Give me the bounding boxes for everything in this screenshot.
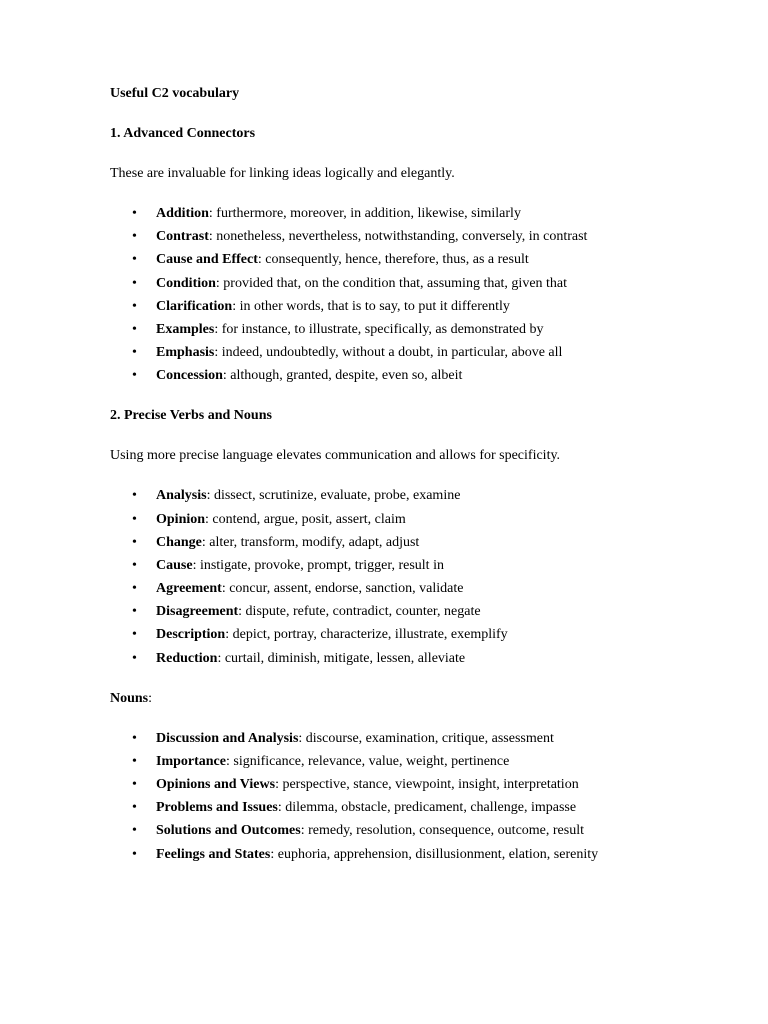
item-term: Cause and Effect xyxy=(156,252,258,268)
bullet-icon: • xyxy=(132,730,137,746)
list-item xyxy=(110,845,710,865)
item-text: : consequently, hence, therefore, thus, as a result xyxy=(257,252,529,268)
bullet-icon: • xyxy=(132,846,137,862)
nouns-label: Nouns xyxy=(110,690,149,706)
document-page xyxy=(110,84,710,885)
item-text: : dilemma, obstacle, predicament, challenge, impasse xyxy=(277,800,577,816)
bullet-icon: • xyxy=(132,229,137,245)
bullet-icon: • xyxy=(132,534,137,550)
list-item xyxy=(110,798,710,821)
item-term: Agreement xyxy=(156,581,222,597)
section-heading-verbs-nouns: 2. Precise Verbs and Nouns xyxy=(110,408,272,424)
item-term: Disagreement xyxy=(156,604,239,620)
bullet-icon: • xyxy=(132,777,137,792)
item-text: : furthermore, moreover, in addition, likewise, similarly xyxy=(208,206,521,221)
item-text: : concur, assent, endorse, sanction, validate xyxy=(221,581,464,597)
bullet-icon: • xyxy=(132,753,137,769)
item-term: Contrast xyxy=(156,229,209,245)
item-term: Clarification xyxy=(156,298,233,314)
item-text: : nonetheless, nevertheless, notwithstanding, conversely, in contrast xyxy=(208,229,588,245)
item-text: : although, granted, despite, even so, albeit xyxy=(222,368,463,384)
item-term: Discussion and Analysis xyxy=(156,730,299,746)
section-intro-connectors: These are invaluable for linking ideas logically and elegantly. xyxy=(110,166,455,181)
item-text: : alter, transform, modify, adapt, adjust xyxy=(201,534,420,550)
item-text: : provided that, on the condition that, assuming that, given that xyxy=(215,275,568,291)
bullet-icon: • xyxy=(132,823,137,839)
section-heading-connectors: 1. Advanced Connectors xyxy=(110,126,256,141)
bullet-icon: • xyxy=(132,581,137,597)
item-term: Addition xyxy=(156,206,209,221)
verbs-list xyxy=(110,486,710,668)
item-term: Description xyxy=(156,627,226,643)
item-term: Opinion xyxy=(156,511,206,527)
bullet-icon: • xyxy=(132,206,137,221)
item-text: : contend, argue, posit, assert, claim xyxy=(205,511,406,527)
item-term: Importance xyxy=(156,753,226,769)
bullet-icon: • xyxy=(132,368,137,384)
bullet-icon: • xyxy=(132,345,137,361)
list-item xyxy=(110,343,710,366)
bullet-icon: • xyxy=(132,252,137,268)
list-item xyxy=(110,729,710,752)
item-term: Change xyxy=(156,534,202,550)
section-intro-verbs-nouns: Using more precise language elevates communication and allows for specificity. xyxy=(110,448,561,464)
item-term: Examples xyxy=(156,321,215,337)
item-text: : curtail, diminish, mitigate, lessen, alleviate xyxy=(217,650,466,666)
document-title: Useful C2 vocabulary xyxy=(110,86,240,101)
item-text: : euphoria, apprehension, disillusionment, elation, serenity xyxy=(270,846,599,862)
list-item xyxy=(110,533,710,556)
list-item xyxy=(110,510,710,533)
item-text: : dispute, refute, contradict, counter, negate xyxy=(238,604,481,620)
item-term: Feelings and States xyxy=(156,846,271,862)
bullet-icon: • xyxy=(132,627,137,643)
item-text: : remedy, resolution, consequence, outcome, result xyxy=(300,823,584,839)
nouns-suffix: : xyxy=(148,690,153,706)
list-item xyxy=(110,649,710,669)
list-item xyxy=(110,227,710,250)
item-text: : for instance, to illustrate, specifically, as demonstrated by xyxy=(214,321,544,337)
nouns-heading xyxy=(110,689,710,709)
bullet-icon: • xyxy=(132,800,137,816)
bullet-icon: • xyxy=(132,488,137,504)
item-text: : depict, portray, characterize, illustrate, exemplify xyxy=(225,627,508,643)
item-text: : discourse, examination, critique, assessment xyxy=(298,730,554,746)
item-term: Cause xyxy=(156,557,193,573)
list-item xyxy=(110,579,710,602)
bullet-icon: • xyxy=(132,557,137,573)
item-text: : in other words, that is to say, to put it differently xyxy=(232,298,510,314)
list-item xyxy=(110,297,710,320)
item-text: : dissect, scrutinize, evaluate, probe, examine xyxy=(206,488,461,504)
bullet-icon: • xyxy=(132,275,137,291)
list-item xyxy=(110,204,710,227)
item-term: Condition xyxy=(156,275,216,291)
list-item xyxy=(110,556,710,579)
bullet-icon: • xyxy=(132,298,137,314)
list-item xyxy=(110,625,710,648)
item-text: : indeed, undoubtedly, without a doubt, in particular, above all xyxy=(214,345,563,361)
bullet-icon: • xyxy=(132,604,137,620)
list-item xyxy=(110,320,710,343)
item-term: Emphasis xyxy=(156,345,215,361)
item-term: Problems and Issues xyxy=(156,800,278,816)
bullet-icon: • xyxy=(132,321,137,337)
list-item xyxy=(110,366,710,386)
item-term: Reduction xyxy=(156,650,218,666)
bullet-icon: • xyxy=(132,511,137,527)
list-item xyxy=(110,274,710,297)
item-term: Solutions and Outcomes xyxy=(156,823,301,839)
list-item xyxy=(110,250,710,273)
list-item xyxy=(110,775,710,798)
bullet-icon: • xyxy=(132,650,137,666)
connectors-list xyxy=(110,204,710,386)
nouns-list xyxy=(110,729,710,865)
list-item xyxy=(110,486,710,509)
item-text: : significance, relevance, value, weight, pertinence xyxy=(226,753,510,769)
item-term: Opinions and Views xyxy=(156,777,276,792)
list-item xyxy=(110,752,710,775)
item-term: Analysis xyxy=(156,488,207,504)
list-item xyxy=(110,602,710,625)
item-text: : perspective, stance, viewpoint, insight, interpretation xyxy=(275,777,579,792)
list-item xyxy=(110,821,710,844)
item-term: Concession xyxy=(156,368,223,384)
item-text: : instigate, provoke, prompt, trigger, result in xyxy=(192,557,444,573)
